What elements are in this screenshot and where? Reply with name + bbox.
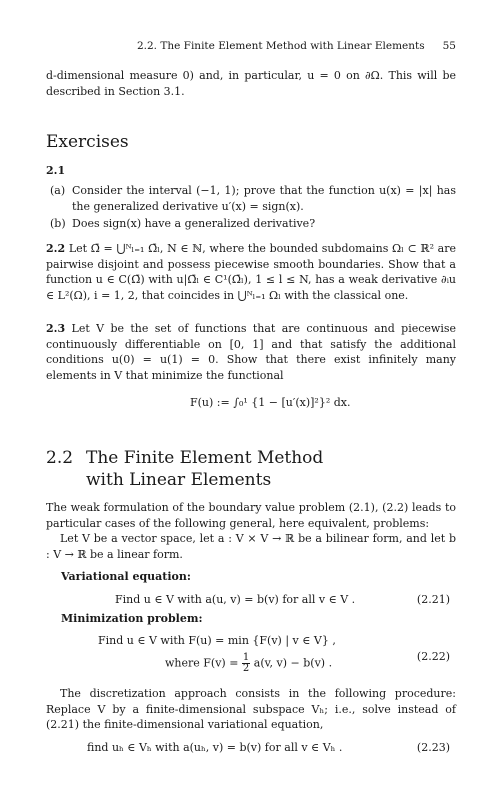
- exercise-text: Let V be the set of functions that are continuous and piecewise continuously differentiable on [0, 1] and that satisfy the additional conditions u(0) = u(1) = 0. Show that there exist infinitely many elements in V that minimize the functional: [46, 322, 456, 382]
- eq-prefix: where F(v) =: [165, 656, 239, 670]
- running-header: [46, 40, 456, 52]
- section-title-line2: with Linear Elements: [86, 470, 272, 490]
- exercise-2-1-part-a: [46, 183, 456, 214]
- equation-number-2-23: (2.23): [416, 741, 450, 754]
- fraction-denominator: 2: [242, 663, 250, 674]
- part-tag: (b): [50, 217, 66, 230]
- header-section-title: 2.2. The Finite Element Method with Linear Elements: [136, 40, 425, 52]
- exercise-number: 2.1: [46, 164, 66, 177]
- exercises-heading: Exercises: [46, 132, 129, 152]
- header-page-number: 55: [442, 40, 456, 52]
- exercise-number: 2.2: [46, 242, 66, 255]
- part-text: Does sign(x) have a generalized derivative?: [72, 217, 316, 230]
- fraction-one-half: [242, 653, 250, 674]
- variational-heading: Variational equation:: [61, 570, 191, 583]
- equation-number-2-22: (2.22): [416, 650, 450, 663]
- variational-equation: Find u ∈ V with a(u, v) = b(v) for all v ∈ V .: [115, 593, 356, 606]
- section-number: 2.2: [46, 448, 74, 468]
- exercise-number: 2.3: [46, 322, 66, 335]
- equation-number-2-21: (2.21): [416, 593, 450, 606]
- part-tag: (a): [50, 184, 66, 197]
- section-heading: [46, 447, 323, 491]
- exercise-2-1-part-b: [46, 216, 456, 232]
- fraction-numerator: 1: [242, 652, 250, 663]
- paragraph-vector-space: Let V be a vector space, let a : V × V → ℝ be a bilinear form, and let b : V → ℝ be a linear form.: [46, 532, 456, 561]
- minimization-heading: Minimization problem:: [61, 612, 203, 625]
- exercise-2-2: [46, 241, 456, 303]
- exercise-2-3: [46, 321, 456, 383]
- functional-equation: F(u) := ∫₀¹ {1 − [u′(x)]²}² dx.: [190, 396, 351, 409]
- exercise-2-1: [46, 163, 456, 179]
- section-title-line1: The Finite Element Method: [86, 448, 324, 468]
- minimization-equation: Find u ∈ V with F(u) = min {F(v) | v ∈ V} ,: [98, 634, 336, 647]
- energy-functional-equation: [165, 653, 332, 674]
- exercise-text: Let Ω̄ = ⋃ᴺₗ₌₁ Ω̄ₗ, N ∈ ℕ, where the bounded subdomains Ωₗ ⊂ ℝ² are pairwise disjoint and possess piecewise smooth boundaries. Show that a function u ∈ C(Ω̄) with u|Ω̄ₗ ∈ C¹(Ω̄ₗ), 1 ≤ l ≤ N, has a weak derivative ∂ᵢu ∈ L²(Ω), i = 1, 2, that coincides in ⋃ᴺₗ₌₁ Ωₗ with the classical one.: [46, 242, 456, 302]
- discrete-variational-equation: find uₕ ∈ Vₕ with a(uₕ, v) = b(v) for all v ∈ Vₕ .: [87, 741, 343, 754]
- eq-suffix: a(v, v) − b(v) .: [253, 656, 333, 670]
- intro-paragraph: d-dimensional measure 0) and, in particular, u = 0 on ∂Ω. This will be described in Section 3.1.: [46, 69, 456, 98]
- paragraph-discretization: The discretization approach consists in the following procedure: Replace V by a finite-dimensional subspace Vₕ; i.e., solve instead of (2.21) the finite-dimensional variational equation,: [46, 687, 456, 731]
- part-text: Consider the interval (−1, 1); prove that the function u(x) = |x| has the generalized derivative u′(x) = sign(x).: [72, 184, 456, 213]
- paragraph-weak-formulation: The weak formulation of the boundary value problem (2.1), (2.2) leads to particular cases of the following general, here equivalent, problems:: [46, 501, 456, 530]
